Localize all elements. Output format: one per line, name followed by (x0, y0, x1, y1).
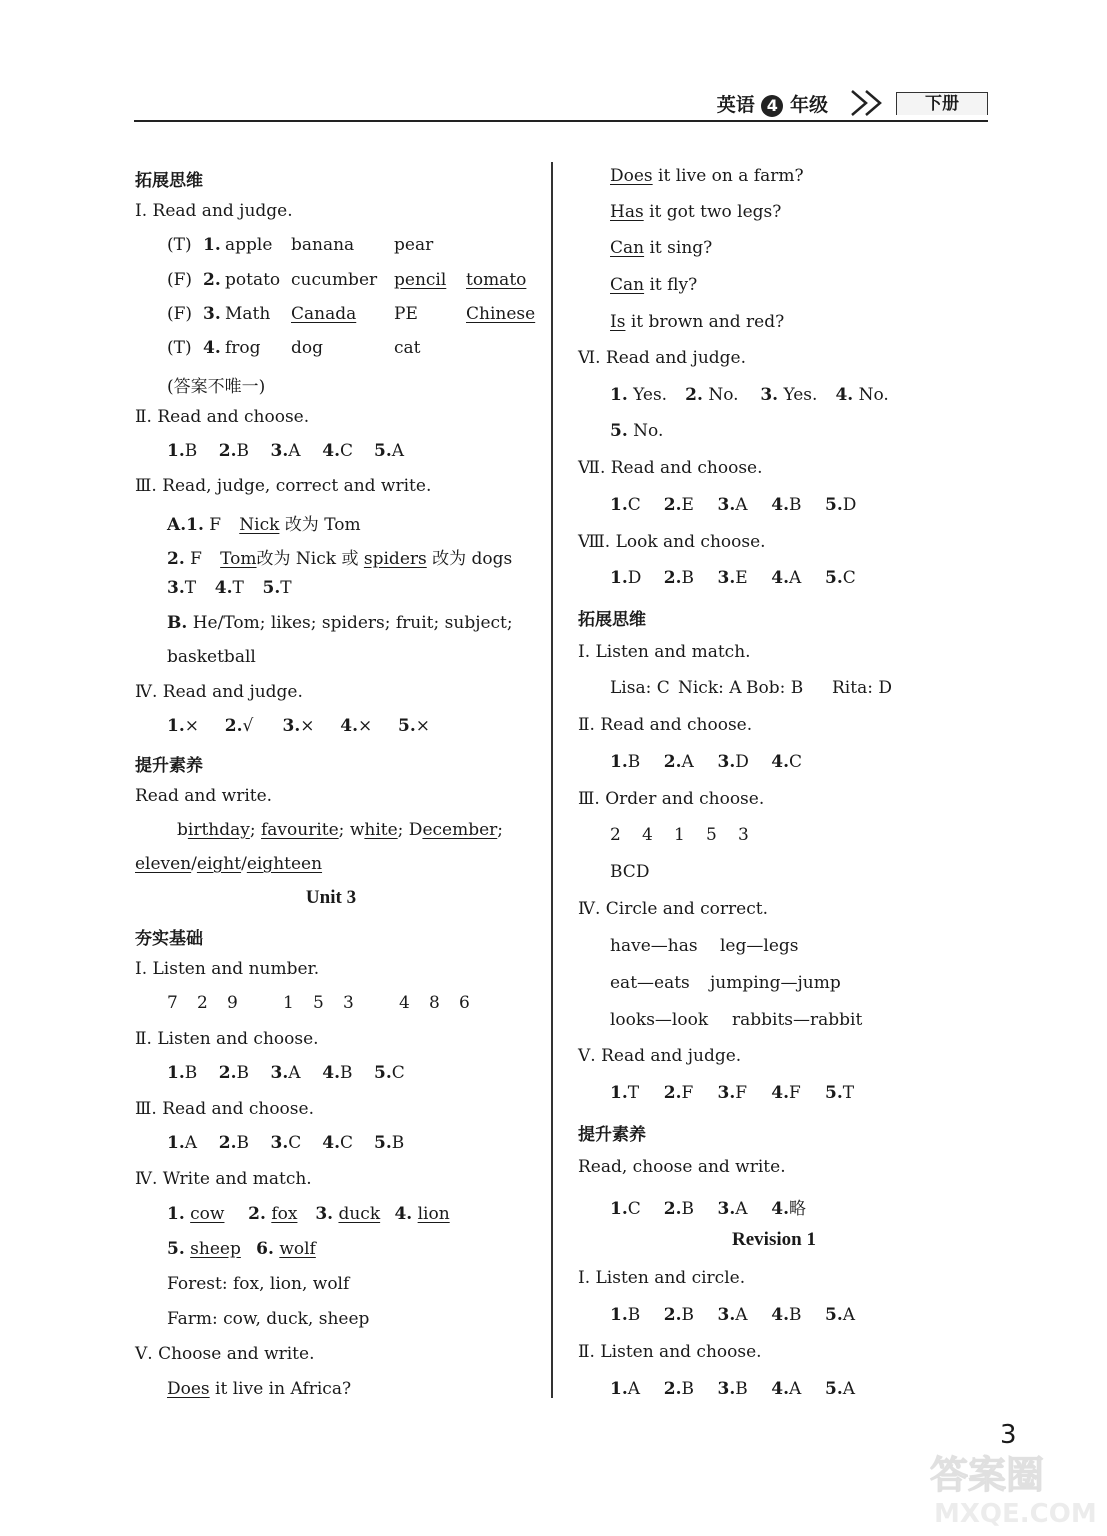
answer-row: 1.A 2.B 3.B 4.A 5.A (610, 1379, 856, 1399)
question-title: Ⅰ. Listen and match. (578, 642, 751, 662)
answer-row: 2. F Tom改为 Nick 或 spiders 改为 dogs (167, 549, 513, 569)
volume-tab: 下册 (896, 92, 988, 115)
header-rule (134, 120, 988, 122)
answer-row: 1. Yes. 2. No. 3. Yes. 4. No. (610, 385, 889, 405)
answer-row: basketball (167, 647, 256, 667)
section-heading: 提升素养 (135, 756, 203, 776)
question-title: Ⅳ. Read and judge. (135, 682, 303, 702)
page-header (134, 88, 988, 122)
answer-row: 1.A 2.B 3.C 4.C 5.B (167, 1133, 405, 1153)
answer-row: BCD (610, 862, 650, 882)
answer-row: Lisa: C Nick: A Bob: B Rita: D (610, 678, 892, 698)
answer-row: 1.B 2.B 3.A 4.B 5.C (167, 1063, 405, 1083)
section-heading: 拓展思维 (135, 171, 203, 191)
question-title: Read and write. (135, 786, 273, 806)
answer-row: B. He/Tom; likes; spiders; fruit; subject; (167, 613, 513, 633)
question-title: Ⅳ. Circle and correct. (578, 899, 768, 919)
answer-row: Does it live in Africa? (167, 1379, 352, 1399)
answer-row: Farm: cow, duck, sheep (167, 1309, 370, 1329)
answer-row: (T) 4. frog dog cat (167, 338, 421, 358)
answer-row: birthday; favourite; white; December; (177, 820, 504, 840)
question-title: Ⅵ. Read and judge. (578, 348, 747, 368)
answer-row: 1.B 2.B 3.A 4.C 5.A (167, 441, 405, 461)
section-heading: 拓展思维 (578, 610, 646, 630)
answer-row: 1.× 2.√ 3.× 4.× 5.× (167, 716, 430, 736)
section-heading: 夯实基础 (135, 929, 203, 949)
question-title: Ⅲ. Order and choose. (578, 789, 765, 809)
question-title: Ⅳ. Write and match. (135, 1169, 312, 1189)
watermark-url: MXQE.COM (934, 1499, 1097, 1529)
answer-row: Can it sing? (610, 238, 713, 258)
question-title: Ⅴ. Choose and write. (135, 1344, 315, 1364)
answer-row: 3.T 4.T 5.T (167, 578, 292, 598)
question-title: Ⅶ. Read and choose. (578, 458, 763, 478)
question-title: Ⅱ. Listen and choose. (578, 1342, 762, 1362)
answer-row: Can it fly? (610, 275, 698, 295)
answer-row: 2 4 1 5 3 (610, 825, 749, 845)
question-title: Ⅴ. Read and judge. (578, 1046, 742, 1066)
answer-row: 1.B 2.B 3.A 4.B 5.A (610, 1305, 856, 1325)
unit-title: Revision 1 (732, 1229, 816, 1250)
watermark-logo-icon (920, 1440, 1100, 1530)
answer-row: Does it live on a farm? (610, 166, 804, 186)
double-chevron-icon (848, 88, 890, 118)
answer-row: (T) 1. apple banana pear (167, 235, 434, 255)
answer-row: A.1. F Nick 改为 Tom (167, 515, 361, 535)
question-title: Read, choose and write. (578, 1157, 786, 1177)
question-title: Ⅱ. Read and choose. (135, 407, 310, 427)
watermark-text: 答案圈 (930, 1453, 1045, 1497)
answer-row: Forest: fox, lion, wolf (167, 1274, 350, 1294)
question-title: Ⅱ. Read and choose. (578, 715, 753, 735)
header-subject: 英语 4 年级 (716, 94, 828, 116)
page-number: 3 (1000, 1420, 1017, 1450)
answer-row: 1.T 2.F 3.F 4.F 5.T (610, 1083, 855, 1103)
section-heading: 提升素养 (578, 1125, 646, 1145)
answer-row: 1.C 2.B 3.A 4.略 (610, 1199, 806, 1219)
question-title: Ⅷ. Look and choose. (578, 532, 766, 552)
answer-row: 1.C 2.E 3.A 4.B 5.D (610, 495, 857, 515)
answer-row: looks—look rabbits—rabbit (610, 1010, 863, 1030)
question-title: Ⅲ. Read and choose. (135, 1099, 314, 1119)
answer-row: eleven/eight/eighteen (135, 854, 323, 874)
answer-row: eat—eats jumping—jump (610, 973, 841, 993)
answer-row: have—has leg—legs (610, 936, 799, 956)
answer-row: 7 2 9 1 5 3 4 8 6 (167, 993, 470, 1013)
unit-title: Unit 3 (305, 887, 357, 908)
answer-row: 1.D 2.B 3.E 4.A 5.C (610, 568, 856, 588)
question-title: Ⅰ. Listen and number. (135, 959, 320, 979)
answer-row: 1. cow 2. fox 3. duck 4. lion (167, 1204, 450, 1224)
answer-row: Has it got two legs? (610, 202, 782, 222)
question-title: Ⅱ. Listen and choose. (135, 1029, 319, 1049)
answer-row: 1.B 2.A 3.D 4.C (610, 752, 803, 772)
answer-row: 5. No. (610, 421, 664, 441)
answer-row: 5. sheep 6. wolf (167, 1239, 316, 1259)
answer-note: (答案不唯一) (167, 377, 266, 397)
answer-row: (F) 3. Math Canada PE Chinese (167, 304, 536, 324)
answer-row: (F) 2. potato cucumber pencil tomato (167, 270, 527, 290)
answer-row: Is it brown and red? (610, 312, 785, 332)
grade-badge: 4 (761, 95, 783, 117)
question-title: Ⅲ. Read, judge, correct and write. (135, 476, 432, 496)
question-title: Ⅰ. Listen and circle. (578, 1268, 746, 1288)
question-title: Ⅰ. Read and judge. (135, 201, 293, 221)
column-divider (551, 162, 553, 1398)
